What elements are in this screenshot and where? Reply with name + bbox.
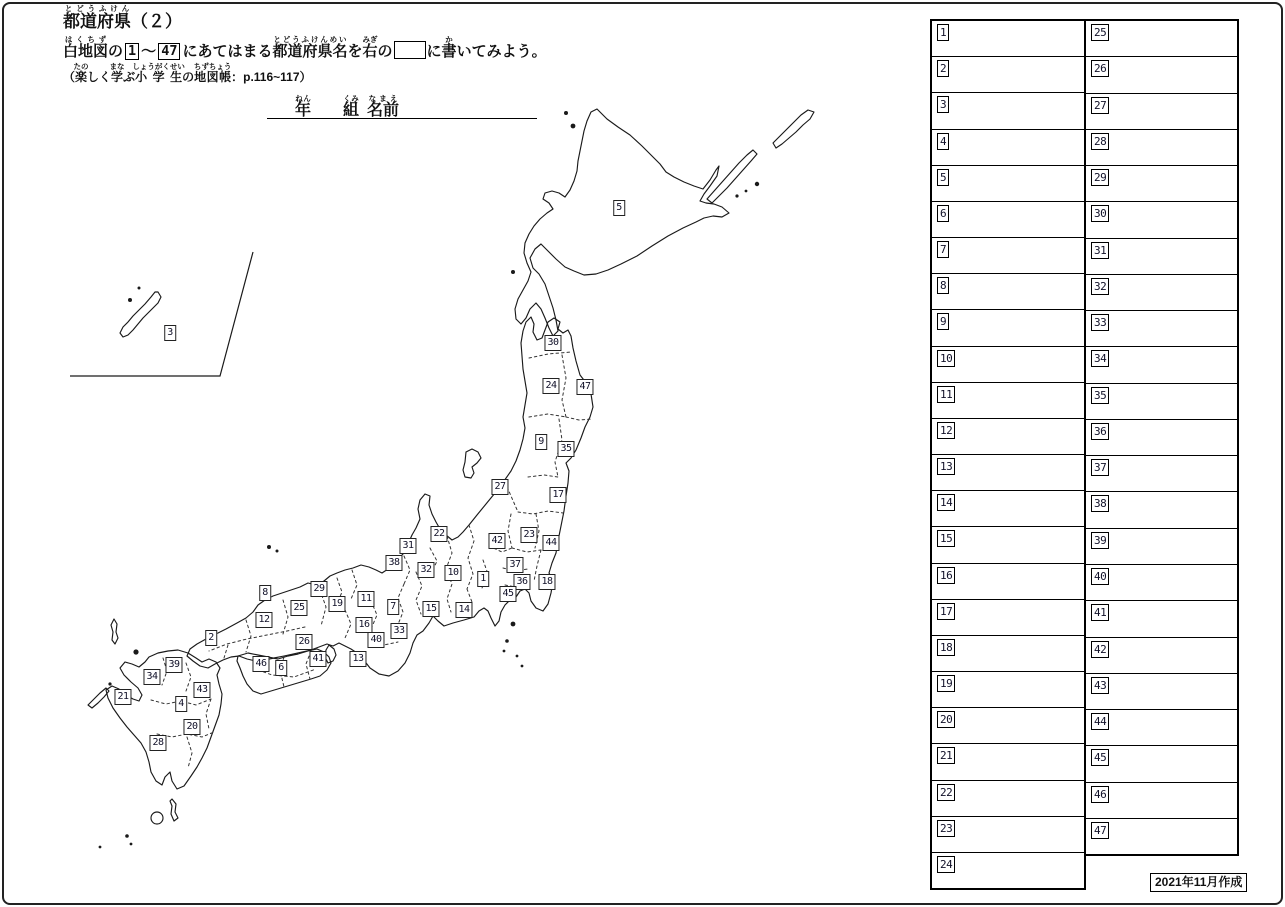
- answer-cell-34: [1086, 346, 1237, 382]
- yakushima-island: [151, 812, 163, 824]
- map-number-box-19: 19: [328, 596, 345, 612]
- answer-cell-46: [1086, 782, 1237, 818]
- text: ぶ: [123, 69, 136, 84]
- answer-cell-number: 37: [1091, 459, 1109, 476]
- header: [63, 4, 547, 84]
- text: しく: [87, 69, 112, 84]
- answer-cell-18: [932, 635, 1084, 671]
- text: の: [182, 69, 195, 84]
- answer-cell-26: [1086, 56, 1237, 92]
- answer-cell-number: 45: [1091, 749, 1109, 766]
- map-number-box-25: 25: [290, 600, 307, 616]
- inline-number-box: 1: [125, 43, 139, 60]
- izu-islands: [503, 650, 506, 653]
- etorofu-island: [773, 110, 814, 148]
- okinawa-outline: [120, 292, 161, 337]
- answer-cell-33: [1086, 310, 1237, 346]
- answer-cell-5: [932, 165, 1084, 201]
- hokkaido-outline: [515, 109, 729, 336]
- kunashiri-island: [707, 150, 757, 203]
- answer-cell-number: 36: [1091, 423, 1109, 440]
- text: を: [347, 42, 363, 60]
- answer-cell-40: [1086, 564, 1237, 600]
- answer-cell-number: 1: [937, 24, 949, 41]
- created-date-box: 2021年11月作成: [1150, 873, 1247, 892]
- answer-cell-number: 3: [937, 96, 949, 113]
- text: ～: [141, 42, 157, 60]
- ruby-text: 右みぎ: [362, 34, 378, 60]
- answer-cell-32: [1086, 274, 1237, 310]
- sado-island: [463, 449, 481, 478]
- map-number-box-39: 39: [165, 657, 182, 673]
- map-number-box-35: 35: [557, 441, 574, 457]
- ruby-text: 都道府県とどうふけん: [63, 4, 131, 31]
- ruby-text: 楽たの: [73, 61, 89, 84]
- iki-island: [133, 649, 138, 654]
- ruby-text: 都道府県名とどうふけんめい: [272, 34, 348, 60]
- answer-cell-1: [932, 21, 1084, 56]
- izu-islands: [511, 622, 516, 627]
- name-fields-label: [295, 94, 399, 120]
- okinawa-islet: [128, 298, 132, 302]
- answer-cell-23: [932, 816, 1084, 852]
- map-number-box-29: 29: [310, 581, 327, 597]
- answer-cell-number: 19: [937, 675, 955, 692]
- small-island: [99, 846, 102, 849]
- inset-border: [70, 252, 253, 376]
- answer-cell-21: [932, 743, 1084, 779]
- map-number-box-14: 14: [455, 602, 472, 618]
- izu-islands: [516, 655, 519, 658]
- okushiri-island: [511, 270, 515, 274]
- rishiri-island: [564, 111, 568, 115]
- answer-cell-number: 8: [937, 277, 949, 294]
- map-number-box-24: 24: [542, 378, 559, 394]
- habomai-islets: [735, 194, 738, 197]
- text: の: [377, 42, 393, 60]
- answer-cell-number: 14: [937, 494, 955, 511]
- map-number-box-9: 9: [535, 434, 547, 450]
- answer-cell-number: 29: [1091, 169, 1109, 186]
- ruby-text: 学まな: [109, 61, 125, 84]
- okinawa-islet: [138, 287, 141, 290]
- map-number-box-22: 22: [430, 526, 447, 542]
- answer-cell-number: 22: [937, 784, 955, 801]
- inline-number-box: 47: [158, 43, 180, 60]
- answer-cell-number: 39: [1091, 532, 1109, 549]
- map-number-box-37: 37: [506, 557, 523, 573]
- answer-cell-number: 30: [1091, 205, 1109, 222]
- answer-cell-29: [1086, 165, 1237, 201]
- map-number-box-16: 16: [355, 617, 372, 633]
- map-number-box-12: 12: [255, 612, 272, 628]
- map-number-box-31: 31: [399, 538, 416, 554]
- map-number-box-44: 44: [542, 535, 559, 551]
- source-reference: [63, 62, 547, 84]
- map-number-box-47: 47: [576, 379, 593, 395]
- map-number-box-33: 33: [390, 623, 407, 639]
- answer-cell-number: 6: [937, 205, 949, 222]
- map-number-box-4: 4: [175, 696, 187, 712]
- answer-cell-8: [932, 273, 1084, 309]
- small-island: [130, 843, 133, 846]
- answer-cell-number: 32: [1091, 278, 1109, 295]
- text: にあてはまる: [182, 42, 273, 60]
- inline-blank-box: [394, 41, 426, 59]
- answer-cell-number: 16: [937, 567, 955, 584]
- text: の: [108, 42, 124, 60]
- map-number-box-6: 6: [275, 660, 287, 676]
- answer-cell-number: 10: [937, 350, 955, 367]
- page-title: [63, 4, 547, 32]
- answer-cell-47: [1086, 818, 1237, 854]
- map-number-box-38: 38: [385, 555, 402, 571]
- text: いてみよう。: [456, 42, 547, 60]
- answer-cell-45: [1086, 745, 1237, 781]
- answer-cell-number: 23: [937, 820, 955, 837]
- answer-cell-37: [1086, 455, 1237, 491]
- answer-cell-19: [932, 671, 1084, 707]
- answer-cell-number: 44: [1091, 713, 1109, 730]
- ruby-text: 組くみ: [343, 94, 360, 119]
- answer-cell-number: 31: [1091, 242, 1109, 259]
- answer-cell-44: [1086, 709, 1237, 745]
- map-number-box-15: 15: [422, 601, 439, 617]
- answer-cell-22: [932, 780, 1084, 816]
- answer-cell-31: [1086, 238, 1237, 274]
- map-number-box-43: 43: [193, 682, 210, 698]
- answer-cell-17: [932, 599, 1084, 635]
- answer-cell-number: 21: [937, 747, 955, 764]
- answer-cell-number: 2: [937, 60, 949, 77]
- map-number-box-45: 45: [499, 586, 516, 602]
- map-number-box-13: 13: [349, 651, 366, 667]
- ruby-text: 年ねん: [295, 94, 312, 119]
- map-number-box-42: 42: [488, 533, 505, 549]
- map-number-box-46: 46: [252, 656, 269, 672]
- answer-cell-number: 12: [937, 422, 955, 439]
- prefecture-borders: [151, 352, 592, 768]
- map-number-box-2: 2: [205, 630, 217, 646]
- answer-cell-35: [1086, 383, 1237, 419]
- answer-cell-number: 42: [1091, 641, 1109, 658]
- map-number-box-28: 28: [149, 735, 166, 751]
- answer-cell-16: [932, 563, 1084, 599]
- answer-cell-number: 9: [937, 313, 949, 330]
- ruby-text: 書か: [441, 34, 457, 60]
- answer-cell-28: [1086, 129, 1237, 165]
- tsushima-island: [111, 619, 118, 644]
- tanegashima-island: [170, 799, 178, 821]
- answer-cell-9: [932, 309, 1084, 345]
- ruby-text: 地図帳ちずちょう: [193, 61, 232, 84]
- izu-islands: [521, 665, 524, 668]
- map-number-box-41: 41: [309, 651, 326, 667]
- answer-cell-7: [932, 237, 1084, 273]
- map-number-box-32: 32: [417, 562, 434, 578]
- small-island: [125, 834, 129, 838]
- answer-cell-number: 38: [1091, 495, 1109, 512]
- answer-cell-14: [932, 490, 1084, 526]
- answer-cell-number: 27: [1091, 97, 1109, 114]
- answer-cell-3: [932, 92, 1084, 128]
- text: （２）: [131, 12, 182, 31]
- answer-cell-41: [1086, 600, 1237, 636]
- answer-cell-number: 34: [1091, 350, 1109, 367]
- answer-cell-number: 28: [1091, 133, 1109, 150]
- answer-cell-30: [1086, 201, 1237, 237]
- answer-cell-number: 43: [1091, 677, 1109, 694]
- answer-cell-number: 11: [937, 386, 955, 403]
- map-number-box-10: 10: [444, 565, 461, 581]
- answer-cell-42: [1086, 637, 1237, 673]
- answer-cell-12: [932, 418, 1084, 454]
- answer-cell-27: [1086, 93, 1237, 129]
- map-number-box-5: 5: [613, 200, 625, 216]
- answer-cell-number: 20: [937, 711, 955, 728]
- rebun-island: [571, 124, 576, 129]
- ruby-text: 小学生しょうがくせい: [132, 61, 185, 84]
- answer-cell-number: 4: [937, 133, 949, 150]
- kyushu-outline: [106, 650, 222, 789]
- map-number-box-8: 8: [259, 585, 271, 601]
- map-number-box-18: 18: [538, 574, 555, 590]
- oki-islands: [267, 545, 271, 549]
- answer-cell-43: [1086, 673, 1237, 709]
- answer-cell-15: [932, 526, 1084, 562]
- answer-cell-36: [1086, 419, 1237, 455]
- text: ：p.116~117）: [231, 69, 312, 84]
- map-number-box-17: 17: [549, 487, 566, 503]
- answer-cell-number: 7: [937, 241, 949, 258]
- answer-table-right-column: [1084, 19, 1239, 856]
- answer-cell-number: 13: [937, 458, 955, 475]
- map-number-box-7: 7: [387, 599, 399, 615]
- map-number-box-1: 1: [477, 571, 489, 587]
- oki-islands: [276, 550, 279, 553]
- answer-cell-number: 15: [937, 530, 955, 547]
- answer-cell-6: [932, 201, 1084, 237]
- answer-cell-39: [1086, 528, 1237, 564]
- habomai-islets: [745, 190, 748, 193]
- answer-cell-number: 33: [1091, 314, 1109, 331]
- answer-table-left-column: [930, 19, 1086, 890]
- answer-cell-number: 41: [1091, 604, 1109, 621]
- izu-islands: [505, 639, 509, 643]
- answer-cell-number: 35: [1091, 387, 1109, 404]
- goto-islands: [108, 682, 111, 685]
- map-number-box-11: 11: [357, 591, 374, 607]
- ruby-text: 白地図はくちず: [63, 34, 109, 60]
- instruction-text: [63, 35, 547, 60]
- answer-cell-number: 25: [1091, 24, 1109, 41]
- answer-cell-25: [1086, 21, 1237, 56]
- answer-cell-13: [932, 454, 1084, 490]
- answer-cell-number: 18: [937, 639, 955, 656]
- map-number-box-30: 30: [544, 335, 561, 351]
- ruby-text: 名前なまえ: [367, 94, 400, 119]
- answer-cell-10: [932, 346, 1084, 382]
- map-number-box-27: 27: [491, 479, 508, 495]
- map-number-box-40: 40: [367, 632, 384, 648]
- map-number-box-20: 20: [183, 719, 200, 735]
- map-number-box-21: 21: [114, 689, 131, 705]
- map-number-box-34: 34: [143, 669, 160, 685]
- answer-cell-number: 26: [1091, 60, 1109, 77]
- map-number-box-23: 23: [520, 527, 537, 543]
- text: （: [63, 69, 76, 84]
- shikotan-island: [755, 182, 759, 186]
- answer-cell-number: 24: [937, 856, 955, 873]
- answer-cell-20: [932, 707, 1084, 743]
- answer-cell-4: [932, 129, 1084, 165]
- answer-cell-2: [932, 56, 1084, 92]
- answer-cell-number: 40: [1091, 568, 1109, 585]
- map-number-box-3: 3: [164, 325, 176, 341]
- answer-cell-number: 5: [937, 169, 949, 186]
- answer-cell-number: 46: [1091, 786, 1109, 803]
- answer-cell-38: [1086, 491, 1237, 527]
- answer-cell-24: [932, 852, 1084, 888]
- answer-cell-number: 17: [937, 603, 955, 620]
- text: に: [426, 42, 442, 60]
- map-number-box-36: 36: [513, 574, 530, 590]
- map-number-box-26: 26: [295, 634, 312, 650]
- answer-cell-11: [932, 382, 1084, 418]
- answer-cell-number: 47: [1091, 822, 1109, 839]
